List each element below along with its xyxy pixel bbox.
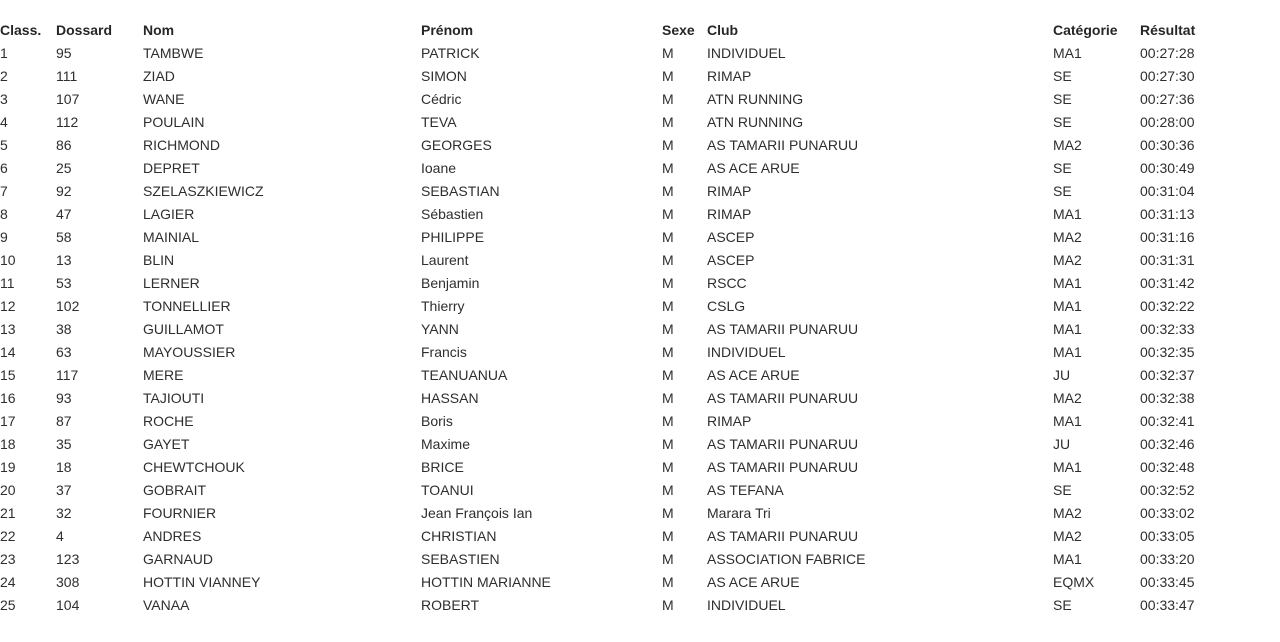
cell-res: 00:28:00 [1140, 114, 1195, 130]
cell-res: 00:31:13 [1140, 206, 1195, 222]
cell-first: HOTTIN MARIANNE [421, 574, 551, 590]
cell-rank: 20 [0, 482, 16, 498]
cell-last: LAGIER [143, 206, 195, 222]
cell-cat: MA1 [1053, 551, 1082, 567]
cell-first: Sébastien [421, 206, 484, 222]
cell-sex: M [662, 68, 674, 84]
cell-cat: SE [1053, 597, 1072, 613]
cell-first: Cédric [421, 91, 462, 107]
cell-res: 00:33:45 [1140, 574, 1195, 590]
cell-last: ANDRES [143, 528, 202, 544]
cell-cat: EQMX [1053, 574, 1095, 590]
cell-bib: 63 [56, 344, 72, 360]
cell-club: CSLG [707, 298, 746, 314]
cell-first: TEVA [421, 114, 457, 130]
cell-rank: 23 [0, 551, 16, 567]
column-header-club: Club [707, 22, 739, 38]
cell-res: 00:33:02 [1140, 505, 1195, 521]
cell-res: 00:33:05 [1140, 528, 1195, 544]
cell-last: LERNER [143, 275, 200, 291]
cell-sex: M [662, 183, 674, 199]
cell-club: ATN RUNNING [707, 114, 804, 130]
cell-first: CHRISTIAN [421, 528, 497, 544]
result-row [0, 111, 1264, 134]
cell-bib: 112 [56, 114, 79, 130]
cell-res: 00:31:04 [1140, 183, 1195, 199]
cell-first: Boris [421, 413, 453, 429]
cell-club: AS TEFANA [707, 482, 784, 498]
cell-cat: MA1 [1053, 413, 1082, 429]
cell-club: RIMAP [707, 68, 752, 84]
cell-first: YANN [421, 321, 459, 337]
cell-club: AS TAMARII PUNARUU [707, 137, 859, 153]
cell-bib: 35 [56, 436, 72, 452]
cell-last: HOTTIN VIANNEY [143, 574, 261, 590]
cell-rank: 3 [0, 91, 8, 107]
cell-last: FOURNIER [143, 505, 217, 521]
cell-cat: MA1 [1053, 459, 1082, 475]
cell-bib: 111 [56, 68, 78, 84]
column-header-cat: Catégorie [1053, 22, 1118, 38]
cell-first: TEANUANUA [421, 367, 508, 383]
cell-sex: M [662, 505, 674, 521]
cell-cat: MA2 [1053, 229, 1082, 245]
cell-club: INDIVIDUEL [707, 344, 786, 360]
result-row [0, 134, 1264, 157]
cell-cat: MA1 [1053, 298, 1082, 314]
cell-club: ASSOCIATION FABRICE [707, 551, 866, 567]
result-row [0, 548, 1264, 571]
cell-first: Laurent [421, 252, 469, 268]
cell-sex: M [662, 390, 674, 406]
cell-club: AS TAMARII PUNARUU [707, 390, 859, 406]
cell-bib: 123 [56, 551, 80, 567]
cell-bib: 95 [56, 45, 72, 61]
cell-last: GOBRAIT [143, 482, 207, 498]
cell-first: ROBERT [421, 597, 480, 613]
cell-bib: 107 [56, 91, 80, 107]
cell-first: SIMON [421, 68, 467, 84]
cell-res: 00:32:35 [1140, 344, 1195, 360]
cell-res: 00:32:22 [1140, 298, 1195, 314]
cell-res: 00:31:16 [1140, 229, 1195, 245]
cell-res: 00:32:33 [1140, 321, 1195, 337]
cell-club: AS TAMARII PUNARUU [707, 321, 859, 337]
cell-first: HASSAN [421, 390, 479, 406]
cell-last: BLIN [143, 252, 175, 268]
cell-first: Jean François Ian [421, 505, 533, 521]
cell-sex: M [662, 367, 674, 383]
cell-bib: 37 [56, 482, 72, 498]
cell-rank: 12 [0, 298, 16, 314]
cell-rank: 9 [0, 229, 8, 245]
cell-club: ASCEP [707, 252, 755, 268]
cell-rank: 16 [0, 390, 16, 406]
result-row [0, 226, 1264, 249]
cell-sex: M [662, 321, 674, 337]
cell-last: MAYOUSSIER [143, 344, 236, 360]
cell-sex: M [662, 574, 674, 590]
cell-club: AS TAMARII PUNARUU [707, 528, 859, 544]
cell-cat: JU [1053, 436, 1071, 452]
cell-first: PATRICK [421, 45, 480, 61]
cell-club: RIMAP [707, 183, 752, 199]
cell-last: MERE [143, 367, 184, 383]
cell-cat: MA1 [1053, 344, 1082, 360]
cell-cat: MA1 [1053, 275, 1082, 291]
result-row [0, 502, 1264, 525]
cell-cat: MA1 [1053, 45, 1082, 61]
cell-bib: 53 [56, 275, 72, 291]
cell-first: PHILIPPE [421, 229, 485, 245]
cell-res: 00:32:52 [1140, 482, 1195, 498]
cell-club: Marara Tri [707, 505, 771, 521]
cell-res: 00:27:36 [1140, 91, 1195, 107]
cell-bib: 38 [56, 321, 72, 337]
cell-bib: 117 [56, 367, 79, 383]
cell-bib: 93 [56, 390, 72, 406]
result-row [0, 341, 1264, 364]
cell-sex: M [662, 528, 674, 544]
column-header-rank: Class. [0, 22, 42, 38]
results-body [0, 42, 1264, 617]
result-row [0, 364, 1264, 387]
cell-res: 00:33:20 [1140, 551, 1195, 567]
cell-first: BRICE [421, 459, 464, 475]
cell-bib: 308 [56, 574, 80, 590]
cell-bib: 47 [56, 206, 72, 222]
cell-sex: M [662, 459, 674, 475]
cell-last: GARNAUD [143, 551, 214, 567]
cell-cat: SE [1053, 114, 1072, 130]
cell-last: GAYET [143, 436, 190, 452]
result-row [0, 387, 1264, 410]
cell-rank: 15 [0, 367, 16, 383]
cell-club: AS ACE ARUE [707, 574, 800, 590]
result-row [0, 65, 1264, 88]
result-row [0, 571, 1264, 594]
cell-first: Benjamin [421, 275, 480, 291]
cell-res: 00:32:48 [1140, 459, 1195, 475]
cell-rank: 18 [0, 436, 16, 452]
cell-sex: M [662, 551, 674, 567]
cell-res: 00:31:31 [1140, 252, 1195, 268]
cell-club: RIMAP [707, 413, 752, 429]
cell-bib: 32 [56, 505, 72, 521]
cell-sex: M [662, 413, 674, 429]
result-row [0, 295, 1264, 318]
cell-club: AS ACE ARUE [707, 367, 800, 383]
cell-club: AS ACE ARUE [707, 160, 800, 176]
column-header-res: Résultat [1140, 22, 1196, 38]
cell-bib: 87 [56, 413, 72, 429]
cell-first: Maxime [421, 436, 471, 452]
cell-cat: SE [1053, 160, 1072, 176]
result-row [0, 410, 1264, 433]
cell-club: AS TAMARII PUNARUU [707, 459, 859, 475]
cell-cat: SE [1053, 482, 1072, 498]
cell-last: SZELASZKIEWICZ [143, 183, 264, 199]
result-row [0, 203, 1264, 226]
cell-res: 00:32:37 [1140, 367, 1195, 383]
cell-first: SEBASTIAN [421, 183, 500, 199]
cell-sex: M [662, 45, 674, 61]
cell-bib: 13 [56, 252, 72, 268]
cell-cat: SE [1053, 183, 1072, 199]
cell-club: RIMAP [707, 206, 752, 222]
cell-rank: 10 [0, 252, 16, 268]
cell-club: AS TAMARII PUNARUU [707, 436, 859, 452]
cell-sex: M [662, 229, 674, 245]
cell-cat: MA2 [1053, 390, 1082, 406]
cell-sex: M [662, 114, 674, 130]
cell-res: 00:27:30 [1140, 68, 1195, 84]
cell-bib: 4 [56, 528, 64, 544]
cell-bib: 25 [56, 160, 72, 176]
result-row [0, 88, 1264, 111]
cell-cat: MA1 [1053, 206, 1082, 222]
cell-last: TAJIOUTI [143, 390, 205, 406]
cell-last: TAMBWE [143, 45, 204, 61]
cell-sex: M [662, 275, 674, 291]
cell-res: 00:32:46 [1140, 436, 1195, 452]
cell-sex: M [662, 436, 674, 452]
cell-bib: 18 [56, 459, 72, 475]
cell-res: 00:32:41 [1140, 413, 1195, 429]
cell-rank: 4 [0, 114, 8, 130]
cell-rank: 17 [0, 413, 16, 429]
cell-rank: 21 [0, 505, 16, 521]
cell-cat: MA2 [1053, 137, 1082, 153]
cell-res: 00:31:42 [1140, 275, 1195, 291]
cell-rank: 11 [0, 275, 15, 291]
result-row [0, 479, 1264, 502]
cell-res: 00:33:47 [1140, 597, 1195, 613]
cell-cat: MA2 [1053, 505, 1082, 521]
result-row [0, 180, 1264, 203]
cell-bib: 104 [56, 597, 80, 613]
column-header-sex: Sexe [662, 22, 695, 38]
cell-first: SEBASTIEN [421, 551, 500, 567]
result-row [0, 433, 1264, 456]
cell-cat: MA2 [1053, 252, 1082, 268]
cell-first: TOANUI [421, 482, 474, 498]
cell-cat: MA2 [1053, 528, 1082, 544]
cell-rank: 2 [0, 68, 8, 84]
result-row [0, 272, 1264, 295]
cell-sex: M [662, 91, 674, 107]
cell-rank: 1 [0, 45, 8, 61]
cell-bib: 58 [56, 229, 72, 245]
cell-rank: 22 [0, 528, 16, 544]
cell-sex: M [662, 298, 674, 314]
cell-sex: M [662, 344, 674, 360]
cell-bib: 102 [56, 298, 80, 314]
cell-rank: 24 [0, 574, 16, 590]
cell-club: ASCEP [707, 229, 755, 245]
result-row [0, 456, 1264, 479]
cell-club: INDIVIDUEL [707, 597, 786, 613]
cell-sex: M [662, 206, 674, 222]
cell-sex: M [662, 160, 674, 176]
cell-rank: 5 [0, 137, 8, 153]
result-row [0, 594, 1264, 617]
cell-last: WANE [143, 91, 185, 107]
cell-res: 00:32:38 [1140, 390, 1195, 406]
cell-sex: M [662, 482, 674, 498]
cell-cat: SE [1053, 68, 1072, 84]
cell-cat: MA1 [1053, 321, 1082, 337]
cell-sex: M [662, 252, 674, 268]
cell-last: DEPRET [143, 160, 200, 176]
cell-last: TONNELLIER [143, 298, 231, 314]
cell-first: Thierry [421, 298, 465, 314]
cell-last: ROCHE [143, 413, 194, 429]
cell-last: ZIAD [143, 68, 175, 84]
result-row [0, 42, 1264, 65]
results-header-row [0, 19, 1264, 42]
cell-res: 00:30:36 [1140, 137, 1195, 153]
race-results-table [0, 19, 1264, 617]
cell-rank: 7 [0, 183, 8, 199]
cell-first: GEORGES [421, 137, 492, 153]
cell-first: Ioane [421, 160, 457, 176]
result-row [0, 525, 1264, 548]
cell-rank: 8 [0, 206, 8, 222]
result-row [0, 157, 1264, 180]
cell-rank: 19 [0, 459, 16, 475]
result-row [0, 249, 1264, 272]
cell-res: 00:30:49 [1140, 160, 1195, 176]
cell-res: 00:27:28 [1140, 45, 1195, 61]
column-header-bib: Dossard [56, 22, 113, 38]
cell-bib: 86 [56, 137, 72, 153]
cell-club: INDIVIDUEL [707, 45, 786, 61]
cell-last: RICHMOND [143, 137, 220, 153]
cell-last: POULAIN [143, 114, 205, 130]
cell-first: Francis [421, 344, 467, 360]
cell-sex: M [662, 137, 674, 153]
cell-cat: JU [1053, 367, 1071, 383]
cell-club: RSCC [707, 275, 747, 291]
column-header-first: Prénom [421, 22, 474, 38]
cell-last: VANAA [143, 597, 190, 613]
cell-bib: 92 [56, 183, 72, 199]
cell-last: MAINIAL [143, 229, 200, 245]
result-row [0, 318, 1264, 341]
cell-sex: M [662, 597, 674, 613]
cell-last: CHEWTCHOUK [143, 459, 245, 475]
cell-rank: 25 [0, 597, 16, 613]
cell-club: ATN RUNNING [707, 91, 804, 107]
cell-rank: 6 [0, 160, 8, 176]
cell-rank: 13 [0, 321, 16, 337]
cell-rank: 14 [0, 344, 16, 360]
cell-cat: SE [1053, 91, 1072, 107]
cell-last: GUILLAMOT [143, 321, 224, 337]
column-header-last: Nom [143, 22, 175, 38]
